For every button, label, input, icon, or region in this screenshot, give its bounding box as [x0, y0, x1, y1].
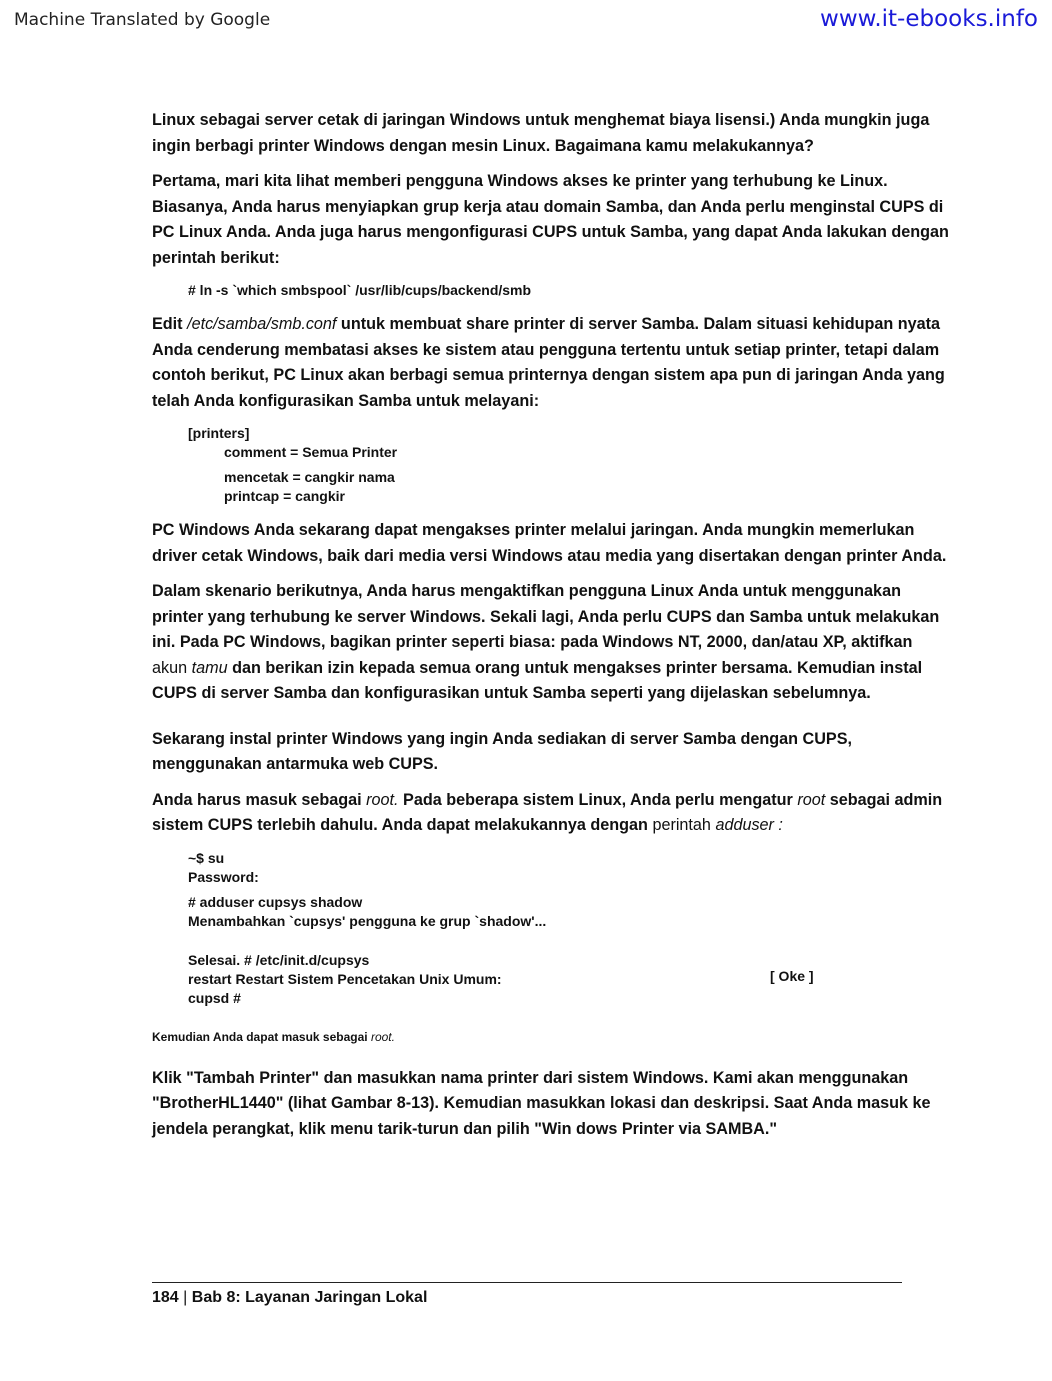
- paragraph-2: Pertama, mari kita lihat memberi pengguna Windows akses ke printer yang terhubung ke Linux. Biasanya, Anda harus menyiapkan grup kerja atau domain Samba, dan Anda perlu menginstal CUPS di PC Linux Anda. Anda juga harus mengonfigurasi CUPS untuk Samba, yang dapat Anda lakukan dengan perintah berikut:: [152, 172, 949, 267]
- footer-separator: |: [183, 1289, 188, 1306]
- site-link[interactable]: www.it-ebooks.info: [820, 6, 1038, 32]
- text-run: dan berikan izin kepada semua orang untuk mengakses printer bersama. Kemudian instal CUPS di server Samba dan konfigurasikan untuk Samba seperti yang dijelaskan sebelumnya.: [152, 658, 923, 702]
- page-content: [152, 108, 952, 1152]
- text-run: akun: [152, 658, 192, 677]
- code-line: # adduser cupsys shadow: [188, 893, 363, 910]
- footer-divider: [152, 1282, 902, 1283]
- code-printers-config: [152, 424, 952, 506]
- text-run: sebagai admin sistem CUPS terlebih dahulu. Anda dapat melakukannya dengan: [152, 790, 943, 834]
- spacer: [188, 931, 952, 945]
- code-line: cupsd #: [188, 989, 241, 1006]
- code-line: restart Restart Sistem Pencetakan Unix Umum:: [188, 970, 502, 987]
- text-run: Anda harus masuk sebagai: [152, 790, 367, 809]
- text-run: perintah: [652, 816, 716, 834]
- paragraph-6: Sekarang instal printer Windows yang ingin Anda sediakan di server Samba dengan CUPS, menggunakan antarmuka web CUPS.: [152, 729, 852, 773]
- adduser-term: adduser :: [715, 816, 783, 834]
- page-number: 184: [152, 1289, 179, 1306]
- code-terminal-session: [152, 849, 952, 1008]
- paragraph-3: [152, 312, 952, 414]
- code-symlink-command: [152, 281, 952, 300]
- code-line: ~$ su: [188, 849, 225, 866]
- code-line: [printers]: [188, 425, 250, 441]
- code-line: Selesai. # /etc/init.d/cupsys: [188, 951, 370, 968]
- text-run: Edit: [152, 315, 188, 333]
- code-restart-row: [188, 967, 952, 989]
- paragraph-7: [152, 788, 952, 839]
- code-line: mencetak = cangkir nama: [224, 469, 395, 485]
- page-footer: [152, 1289, 427, 1307]
- code-line: printcap = cangkir: [224, 488, 345, 504]
- root-term: root.: [370, 1029, 395, 1044]
- root-term: root: [797, 790, 826, 809]
- code-line: # ln -s `which smbspool` /usr/lib/cups/backend/smb: [188, 282, 532, 298]
- text-run: Kemudian Anda dapat masuk sebagai: [152, 1029, 371, 1044]
- paragraph-4: PC Windows Anda sekarang dapat mengakses printer melalui jaringan. Anda mungkin memerlukan driver cetak Windows, baik dari media versi Windows atau media yang disertakan dengan printer Anda.: [152, 521, 947, 565]
- config-path: /etc/samba/smb.conf: [187, 315, 337, 333]
- translation-notice: Machine Translated by Google: [14, 10, 271, 30]
- paragraph-9: Klik "Tambah Printer" dan masukkan nama printer dari sistem Windows. Kami akan menggunakan "BrotherHL1440" (lihat Gambar 8-13). Kemudian masukkan lokasi dan deskripsi. Saat Anda masuk ke jendela perangkat, klik menu tarik-turun dan pilih "Win dows Printer via SAMBA.": [152, 1068, 931, 1138]
- spacer: [152, 717, 952, 727]
- chapter-title: Bab 8: Layanan Jaringan Lokal: [191, 1289, 428, 1306]
- code-line: Password:: [188, 868, 259, 885]
- guest-account-term: tamu: [191, 658, 228, 677]
- root-term: root.: [366, 790, 399, 809]
- code-line: Menambahkan `cupsys' pengguna ke grup `shadow'...: [188, 912, 547, 929]
- ok-status: [ Oke ]: [770, 967, 814, 984]
- text-run: untuk membuat share printer di server Samba. Dalam situasi kehidupan nyata Anda cenderung membatasi akses ke sistem atau pengguna tertentu untuk setiap printer, tetapi dalam contoh berikut, PC Linux akan berbagi semua printernya dengan sistem apa pun di jaringan Anda yang telah Anda konfigurasikan Samba untuk melayani:: [152, 315, 945, 410]
- code-line: comment = Semua Printer: [224, 444, 398, 460]
- paragraph-8: [152, 1030, 952, 1044]
- text-run: Pada beberapa sistem Linux, Anda perlu mengatur: [398, 790, 798, 809]
- text-run: Dalam skenario berikutnya, Anda harus mengaktifkan pengguna Linux Anda untuk menggunakan printer yang terhubung ke server Windows. Sekali lagi, Anda perlu CUPS dan Samba untuk melakukan ini. Pada PC Windows, bagikan printer seperti biasa: pada Windows NT, 2000, dan/atau XP, aktifkan: [152, 582, 940, 651]
- paragraph-5: [152, 579, 952, 707]
- paragraph-1: Linux sebagai server cetak di jaringan Windows untuk menghemat biaya lisensi.) Anda mungkin juga ingin berbagi printer Windows dengan mesin Linux. Bagaimana kamu melakukannya?: [152, 111, 930, 155]
